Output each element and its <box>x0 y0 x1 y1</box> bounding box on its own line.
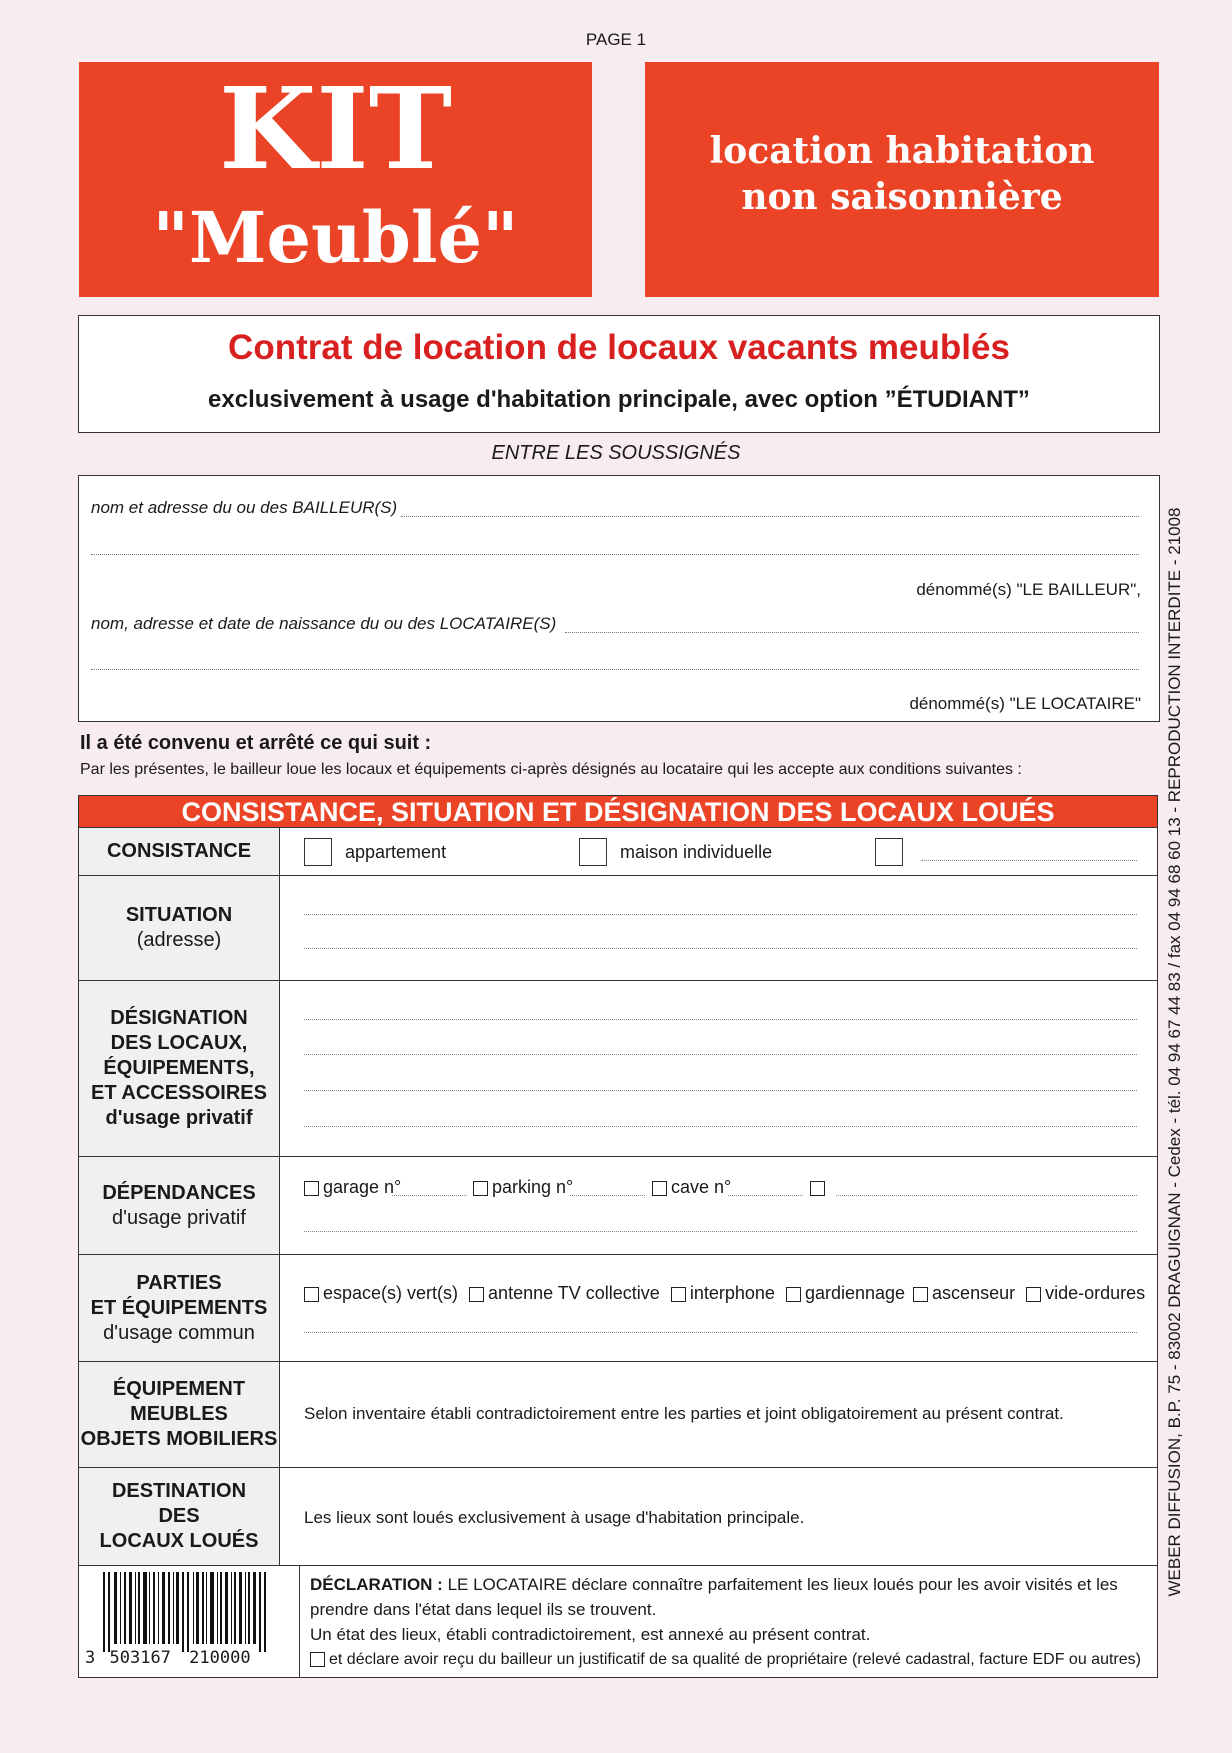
gardiennage-label: gardiennage <box>804 1283 906 1303</box>
maison-checkbox[interactable] <box>579 838 607 866</box>
dependances-label-1: DÉPENDANCES <box>102 1181 256 1204</box>
equipement-label-2: MEUBLES <box>130 1403 228 1425</box>
situation-content <box>280 876 1157 980</box>
designation-label <box>79 981 280 1156</box>
contract-subtitle: exclusivement à usage d'habitation principale, avec option ”ÉTUDIANT” <box>208 386 1030 413</box>
maison-label: maison individuelle <box>620 842 773 862</box>
kit-subtitle: "Meublé" <box>152 196 519 279</box>
declaration-label: DÉCLARATION : <box>310 1575 443 1594</box>
dependances-line-2[interactable] <box>304 1231 1137 1232</box>
locataire-line[interactable] <box>565 632 1139 633</box>
garage-checkbox[interactable] <box>304 1181 319 1196</box>
designation-label-3: ÉQUIPEMENTS, <box>103 1057 255 1079</box>
row-parties-communes <box>79 1254 1157 1361</box>
designation-line-3[interactable] <box>304 1090 1137 1091</box>
row-consistance <box>79 827 1157 875</box>
cave-option[interactable] <box>652 1177 731 1198</box>
other-consistance-line[interactable] <box>921 860 1137 861</box>
dependances-label-2: d'usage privatif <box>112 1206 246 1229</box>
parties-communes-label-3: d'usage commun <box>103 1321 255 1344</box>
designation-label-4: ET ACCESSOIRES <box>91 1082 267 1104</box>
vide-ordures-checkbox[interactable] <box>1026 1287 1041 1302</box>
premises-table <box>78 795 1158 1678</box>
contract-title-box <box>78 315 1160 433</box>
common-option[interactable] <box>671 1283 775 1303</box>
antenne-label: antenne TV collective <box>488 1283 660 1303</box>
appartement-label: appartement <box>345 842 447 862</box>
designation-line-2[interactable] <box>304 1054 1137 1055</box>
parties-communes-label <box>79 1255 280 1361</box>
common-option[interactable] <box>469 1283 660 1303</box>
other-dependance-line[interactable] <box>836 1195 1137 1196</box>
consistance-label: CONSISTANCE <box>79 828 280 875</box>
row-declaration <box>79 1565 1157 1678</box>
locataire-label: nom, adresse et date de naissance du ou des LOCATAIRE(S) <box>91 614 557 633</box>
dependances-content <box>280 1157 1157 1254</box>
situation-label-2: (adresse) <box>136 929 222 951</box>
appartement-checkbox[interactable] <box>304 838 332 866</box>
designation-label-1: DÉSIGNATION <box>110 1007 248 1029</box>
situation-line-1[interactable] <box>304 914 1137 915</box>
declaration-text-2: Un état des lieux, établi contradictoirement, est annexé au présent contrat. <box>310 1625 871 1644</box>
designation-line-1[interactable] <box>304 1019 1137 1020</box>
parties-communes-label-1: PARTIES <box>136 1271 222 1294</box>
parties-communes-label-2: ET ÉQUIPEMENTS <box>90 1296 268 1319</box>
row-equipement <box>79 1361 1157 1467</box>
destination-label-3: LOCAUX LOUÉS <box>99 1530 259 1552</box>
declaration-paragraph <box>310 1572 1147 1622</box>
equipement-label-1: ÉQUIPEMENT <box>112 1378 246 1400</box>
location-banner <box>645 62 1159 297</box>
parking-label: parking n° <box>492 1177 574 1197</box>
declaration-text-3: et déclare avoir reçu du bailleur un justificatif de sa qualité de propriétaire (relevé cadastral, facture EDF ou autres) <box>329 1651 1141 1668</box>
other-dependance-checkbox[interactable] <box>810 1181 825 1196</box>
kit-title: KIT <box>218 64 453 195</box>
dependances-label <box>79 1157 280 1254</box>
other-dependance-option[interactable] <box>810 1177 829 1198</box>
parking-line[interactable] <box>570 1195 645 1196</box>
barcode-digits <box>85 1648 251 1668</box>
destination-text: Les lieux sont loués exclusivement à usage d'habitation principale. <box>304 1508 805 1527</box>
common-option[interactable] <box>913 1283 1015 1303</box>
agreement-text: Par les présentes, le bailleur loue les locaux et équipements ci-après désignés au locataire qui les accepte aux conditions suivantes : <box>80 761 1022 778</box>
situation-label-1: SITUATION <box>125 904 233 926</box>
page-number: PAGE 1 <box>585 30 647 49</box>
barcode-digits-2: 503167 <box>109 1648 171 1668</box>
declaration-text <box>310 1572 1147 1672</box>
situation-label <box>79 876 280 980</box>
bailleur-label: nom et adresse du ou des BAILLEUR(S) <box>91 498 398 517</box>
vide-ordures-label: vide-ordures <box>1045 1283 1146 1303</box>
bailleur-line[interactable] <box>401 516 1139 517</box>
row-designation <box>79 980 1157 1156</box>
cave-checkbox[interactable] <box>652 1181 667 1196</box>
parties-box <box>78 475 1160 722</box>
row-destination <box>79 1467 1157 1565</box>
common-equipment-options <box>304 1283 1145 1304</box>
barcode <box>79 1566 300 1678</box>
locataire-denomination: dénommé(s) "LE LOCATAIRE" <box>909 694 1141 713</box>
cave-line[interactable] <box>728 1195 803 1196</box>
destination-label <box>79 1468 280 1565</box>
common-option[interactable] <box>786 1283 905 1303</box>
designation-label-5: d'usage privatif <box>105 1107 253 1129</box>
ascenseur-checkbox[interactable] <box>913 1287 928 1302</box>
row-dependances <box>79 1156 1157 1254</box>
parties-communes-line[interactable] <box>304 1332 1137 1333</box>
interphone-checkbox[interactable] <box>671 1287 686 1302</box>
barcode-digit-1: 3 <box>85 1648 96 1668</box>
designation-label-2: DES LOCAUX, <box>110 1032 248 1054</box>
espaces-verts-label: espace(s) vert(s) <box>323 1283 459 1303</box>
interphone-label: interphone <box>689 1283 775 1303</box>
location-line2: non saisonnière <box>741 176 1063 218</box>
bailleur-line-2[interactable] <box>91 554 1139 555</box>
destination-label-1: DESTINATION <box>111 1480 247 1502</box>
location-line1: location habitation <box>709 130 1095 172</box>
espaces-verts-checkbox[interactable] <box>304 1287 319 1302</box>
kit-banner <box>79 62 592 297</box>
row-situation <box>79 875 1157 980</box>
gardiennage-checkbox[interactable] <box>786 1287 801 1302</box>
barcode-bars <box>87 1572 297 1652</box>
destination-content <box>280 1468 1157 1565</box>
designation-content <box>280 981 1157 1156</box>
barcode-digits-3: 210000 <box>189 1648 251 1668</box>
other-consistance-checkbox[interactable] <box>875 838 903 866</box>
parties-communes-content <box>280 1255 1157 1361</box>
cave-label: cave n° <box>671 1177 732 1197</box>
declaration-proof-option[interactable] <box>310 1647 1147 1672</box>
ascenseur-label: ascenseur <box>932 1283 1016 1303</box>
garage-option[interactable] <box>304 1177 401 1198</box>
common-option[interactable] <box>1026 1283 1145 1303</box>
equipement-label-3: OBJETS MOBILIERS <box>80 1428 278 1450</box>
destination-label-2: DES <box>158 1505 200 1527</box>
common-option[interactable] <box>304 1283 458 1303</box>
designation-line-4[interactable] <box>304 1126 1137 1127</box>
publisher-side-text: WEBER DIFFUSION, B.P. 75 - 83002 DRAGUIGNAN - Cedex - tél. 04 94 67 44 83 / fax 04 94 68 60 13 - REPRODUCTION INTERDITE - 21008 <box>1165 507 1184 1597</box>
locataire-line-2[interactable] <box>91 669 1139 670</box>
garage-label: garage n° <box>323 1177 402 1197</box>
proof-checkbox[interactable] <box>310 1652 325 1667</box>
bailleur-denomination: dénommé(s) "LE BAILLEUR", <box>916 580 1141 599</box>
equipement-label <box>79 1362 280 1467</box>
agreement-title: Il a été convenu et arrêté ce qui suit : <box>80 732 432 754</box>
parking-checkbox[interactable] <box>473 1181 488 1196</box>
table-header: CONSISTANCE, SITUATION ET DÉSIGNATION DES LOCAUX LOUÉS <box>79 796 1157 827</box>
situation-line-2[interactable] <box>304 948 1137 949</box>
equipement-text: Selon inventaire établi contradictoirement entre les parties et joint obligatoirement au présent contrat. <box>304 1404 1064 1423</box>
contract-title: Contrat de location de locaux vacants meublés <box>228 328 1010 367</box>
entre-heading: ENTRE LES SOUSSIGNÉS <box>491 442 741 464</box>
antenne-checkbox[interactable] <box>469 1287 484 1302</box>
declaration-text-1: LE LOCATAIRE déclare connaître parfaitement les lieux loués pour les avoir visités et les prendre dans l'état dans lequel ils se trouvent. <box>310 1575 1118 1619</box>
equipement-content <box>280 1362 1157 1467</box>
consistance-content <box>280 828 1157 875</box>
garage-line[interactable] <box>392 1195 467 1196</box>
parking-option[interactable] <box>473 1177 573 1198</box>
